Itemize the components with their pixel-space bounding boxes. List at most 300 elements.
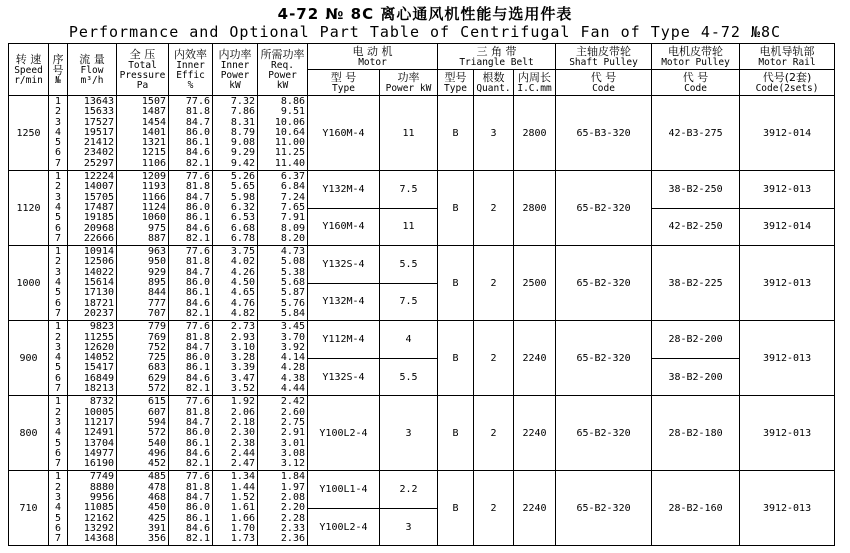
value-nos: 7 [54, 157, 62, 169]
cell-req-power [258, 396, 308, 471]
value-nos: 4 [54, 427, 62, 439]
cell-pressure [117, 246, 169, 321]
value-flow: 11255 [83, 331, 114, 343]
cell-motor-power: 3 [380, 508, 438, 546]
cell-pressure [117, 171, 169, 246]
value-req-power: 1.84 [280, 471, 305, 483]
value-pressure: 572 [147, 383, 166, 395]
value-pressure: 779 [147, 321, 166, 333]
cell-motor-type: Y160M-4 [308, 208, 380, 246]
value-nos: 3 [54, 341, 62, 353]
value-pressure: 963 [147, 246, 166, 258]
cell-shaft-pulley: 65-B2-320 [556, 321, 652, 396]
value-flow: 10005 [83, 406, 114, 418]
cell-motor-rail: 3912-013 [740, 171, 835, 209]
value-flow: 22666 [83, 232, 114, 244]
value-efficiency: 77.6 [185, 396, 210, 408]
value-inner-power: 2.93 [230, 331, 255, 343]
value-inner-power: 1.44 [230, 481, 255, 493]
cell-efficiency [169, 321, 213, 396]
value-efficiency: 84.6 [185, 297, 210, 309]
value-req-power: 8.09 [280, 222, 305, 234]
value-req-power: 3.92 [280, 341, 305, 353]
value-nos: 2 [54, 106, 62, 118]
value-efficiency: 84.6 [185, 447, 210, 459]
value-flow: 14977 [83, 447, 114, 459]
cell-motor-type: Y132S-4 [308, 358, 380, 396]
value-nos: 4 [54, 277, 62, 289]
value-req-power: 2.42 [280, 396, 305, 408]
cell-motor-pulley: 42-B2-250 [652, 208, 740, 246]
cell-speed: 900 [9, 321, 49, 396]
header-motor-type: 型 号 Type [308, 70, 380, 96]
value-nos: 2 [54, 181, 62, 193]
cell-inner-power [213, 321, 258, 396]
value-flow: 8732 [89, 396, 114, 408]
value-req-power: 3.70 [280, 331, 305, 343]
value-req-power: 1.97 [280, 481, 305, 493]
value-pressure: 485 [147, 471, 166, 483]
cell-flow [68, 321, 117, 396]
value-flow: 13643 [83, 96, 114, 107]
value-nos: 1 [54, 96, 62, 107]
header-motor-pulley-code: 代 号 Code [652, 70, 740, 96]
value-inner-power: 1.61 [230, 502, 255, 514]
value-efficiency: 86.0 [185, 502, 210, 514]
cell-efficiency [169, 96, 213, 171]
value-inner-power: 4.65 [230, 287, 255, 299]
value-nos: 5 [54, 137, 62, 149]
value-nos: 2 [54, 406, 62, 418]
cell-efficiency [169, 471, 213, 546]
value-flow: 23402 [83, 147, 114, 159]
cell-motor-rail: 3912-014 [740, 208, 835, 246]
value-nos: 5 [54, 437, 62, 449]
value-flow: 15614 [83, 277, 114, 289]
value-pressure: 1166 [141, 191, 166, 203]
cell-belt-type: B [438, 321, 474, 396]
header-shaft-pulley: 主轴皮带轮 Shaft Pulley [556, 44, 652, 70]
value-efficiency: 84.7 [185, 416, 210, 428]
header-motor-power: 功率 Power kW [380, 70, 438, 96]
cell-nos [49, 321, 68, 396]
value-req-power: 4.28 [280, 362, 305, 374]
value-req-power: 4.73 [280, 246, 305, 258]
cell-req-power [258, 471, 308, 546]
value-inner-power: 7.32 [230, 96, 255, 107]
cell-pressure [117, 396, 169, 471]
value-efficiency: 82.1 [185, 383, 210, 395]
value-nos: 1 [54, 396, 62, 408]
value-efficiency: 82.1 [185, 232, 210, 244]
cell-req-power [258, 171, 308, 246]
cell-shaft-pulley: 65-B2-320 [556, 471, 652, 546]
value-nos: 1 [54, 471, 62, 483]
value-nos: 7 [54, 458, 62, 470]
cell-motor-power: 2.2 [380, 471, 438, 509]
value-pressure: 1106 [141, 157, 166, 169]
value-efficiency: 77.6 [185, 96, 210, 107]
value-inner-power: 9.29 [230, 147, 255, 159]
cell-req-power [258, 246, 308, 321]
cell-speed: 1250 [9, 96, 49, 171]
value-flow: 14022 [83, 266, 114, 278]
value-req-power: 2.08 [280, 491, 305, 503]
value-inner-power: 2.44 [230, 447, 255, 459]
value-efficiency: 82.1 [185, 533, 210, 545]
value-pressure: 1209 [141, 171, 166, 183]
value-efficiency: 77.6 [185, 471, 210, 483]
value-efficiency: 86.1 [185, 212, 210, 224]
cell-motor-type: Y100L2-4 [308, 396, 380, 471]
value-flow: 7749 [89, 471, 114, 483]
value-req-power: 4.38 [280, 372, 305, 384]
value-flow: 18213 [83, 383, 114, 395]
cell-inner-power [213, 471, 258, 546]
value-req-power: 5.08 [280, 256, 305, 268]
header-motor-rail-code: 代号(2套) Code(2sets) [740, 70, 835, 96]
value-flow: 20968 [83, 222, 114, 234]
table-title-chinese: 4-72 № 8C 离心通风机性能与选用件表 [277, 5, 573, 23]
cell-efficiency [169, 246, 213, 321]
header-motor-rail: 电机导轨部 Motor Rail [740, 44, 835, 70]
value-flow: 25297 [83, 157, 114, 169]
cell-motor-power: 5.5 [380, 246, 438, 284]
value-nos: 3 [54, 116, 62, 128]
value-req-power: 6.37 [280, 171, 305, 183]
value-inner-power: 3.10 [230, 341, 255, 353]
cell-speed: 1120 [9, 171, 49, 246]
value-req-power: 4.14 [280, 352, 305, 364]
value-inner-power: 8.79 [230, 126, 255, 138]
cell-belt-quant: 2 [474, 246, 514, 321]
cell-motor-rail: 3912-013 [740, 396, 835, 471]
value-inner-power: 3.47 [230, 372, 255, 384]
table-row [9, 96, 835, 171]
value-flow: 18721 [83, 297, 114, 309]
cell-pressure [117, 471, 169, 546]
cell-motor-type: Y100L1-4 [308, 471, 380, 509]
value-flow: 21412 [83, 137, 114, 149]
value-pressure: 478 [147, 481, 166, 493]
cell-shaft-pulley: 65-B2-320 [556, 396, 652, 471]
value-nos: 1 [54, 321, 62, 333]
table-row [9, 471, 835, 509]
value-inner-power: 5.98 [230, 191, 255, 203]
value-pressure: 629 [147, 372, 166, 384]
header-motor-pulley: 电机皮带轮 Motor Pulley [652, 44, 740, 70]
value-req-power: 3.08 [280, 447, 305, 459]
value-efficiency: 86.0 [185, 427, 210, 439]
value-pressure: 607 [147, 406, 166, 418]
value-inner-power: 6.32 [230, 201, 255, 213]
value-req-power: 3.45 [280, 321, 305, 333]
cell-efficiency [169, 396, 213, 471]
table-row [9, 396, 835, 471]
cell-motor-pulley: 42-B3-275 [652, 96, 740, 171]
value-pressure: 1215 [141, 147, 166, 159]
value-pressure: 391 [147, 522, 166, 534]
value-efficiency: 81.8 [185, 106, 210, 118]
value-pressure: 777 [147, 297, 166, 309]
cell-belt-ic: 2500 [514, 246, 556, 321]
cell-flow [68, 171, 117, 246]
cell-req-power [258, 96, 308, 171]
value-nos: 2 [54, 256, 62, 268]
cell-motor-power: 7.5 [380, 171, 438, 209]
value-req-power: 5.38 [280, 266, 305, 278]
cell-belt-ic: 2240 [514, 471, 556, 546]
value-inner-power: 2.18 [230, 416, 255, 428]
value-nos: 6 [54, 372, 62, 384]
value-req-power: 2.20 [280, 502, 305, 514]
value-flow: 16190 [83, 458, 114, 470]
header-belt-ic: 内周长 I.C.mm [514, 70, 556, 96]
value-inner-power: 2.47 [230, 458, 255, 470]
value-inner-power: 1.52 [230, 491, 255, 503]
cell-flow [68, 396, 117, 471]
value-efficiency: 84.7 [185, 266, 210, 278]
cell-motor-power: 3 [380, 396, 438, 471]
cell-speed: 800 [9, 396, 49, 471]
cell-motor-rail: 3912-014 [740, 96, 835, 171]
value-nos: 4 [54, 201, 62, 213]
value-inner-power: 4.26 [230, 266, 255, 278]
cell-motor-type: Y100L2-4 [308, 508, 380, 546]
cell-motor-power: 11 [380, 96, 438, 171]
value-req-power: 5.84 [280, 307, 305, 319]
value-nos: 7 [54, 383, 62, 395]
cell-speed: 710 [9, 471, 49, 546]
value-inner-power: 8.31 [230, 116, 255, 128]
value-req-power: 2.60 [280, 406, 305, 418]
cell-belt-type: B [438, 246, 474, 321]
cell-shaft-pulley: 65-B3-320 [556, 96, 652, 171]
value-efficiency: 81.8 [185, 256, 210, 268]
value-nos: 1 [54, 246, 62, 258]
value-efficiency: 86.0 [185, 126, 210, 138]
cell-flow [68, 246, 117, 321]
value-inner-power: 1.92 [230, 396, 255, 408]
value-inner-power: 4.02 [230, 256, 255, 268]
header-belt-type: 型号 Type [438, 70, 474, 96]
cell-nos [49, 171, 68, 246]
cell-inner-power [213, 171, 258, 246]
value-pressure: 425 [147, 512, 166, 524]
header-no: 序 号 № [49, 44, 68, 96]
value-inner-power: 6.53 [230, 212, 255, 224]
value-flow: 19517 [83, 126, 114, 138]
value-req-power: 10.64 [274, 126, 305, 138]
value-pressure: 572 [147, 427, 166, 439]
value-req-power: 11.40 [274, 157, 305, 169]
value-efficiency: 82.1 [185, 458, 210, 470]
value-pressure: 450 [147, 502, 166, 514]
value-req-power: 11.00 [274, 137, 305, 149]
value-flow: 16849 [83, 372, 114, 384]
value-nos: 4 [54, 352, 62, 364]
value-req-power: 11.25 [274, 147, 305, 159]
table-row [9, 246, 835, 284]
value-efficiency: 86.0 [185, 352, 210, 364]
table-row [9, 171, 835, 209]
value-pressure: 752 [147, 341, 166, 353]
cell-motor-power: 5.5 [380, 358, 438, 396]
value-inner-power: 1.73 [230, 533, 255, 545]
value-pressure: 594 [147, 416, 166, 428]
header-flow: 流 量 Flow m³/h [68, 44, 117, 96]
value-flow: 11217 [83, 416, 114, 428]
value-efficiency: 81.8 [185, 331, 210, 343]
cell-speed: 1000 [9, 246, 49, 321]
table-row [9, 321, 835, 359]
value-pressure: 887 [147, 232, 166, 244]
value-pressure: 683 [147, 362, 166, 374]
value-nos: 3 [54, 416, 62, 428]
value-req-power: 5.76 [280, 297, 305, 309]
cell-nos [49, 396, 68, 471]
value-efficiency: 77.6 [185, 246, 210, 258]
value-pressure: 452 [147, 458, 166, 470]
value-inner-power: 5.26 [230, 171, 255, 183]
value-req-power: 7.91 [280, 212, 305, 224]
cell-belt-ic: 2800 [514, 171, 556, 246]
value-inner-power: 9.42 [230, 157, 255, 169]
value-efficiency: 84.7 [185, 191, 210, 203]
header-inner-power: 内功率 Inner Power kW [213, 44, 258, 96]
cell-motor-type: Y112M-4 [308, 321, 380, 359]
cell-motor-pulley: 38-B2-250 [652, 171, 740, 209]
cell-motor-power: 11 [380, 208, 438, 246]
value-inner-power: 2.38 [230, 437, 255, 449]
value-efficiency: 84.6 [185, 372, 210, 384]
cell-belt-quant: 2 [474, 471, 514, 546]
value-flow: 19185 [83, 212, 114, 224]
value-pressure: 540 [147, 437, 166, 449]
value-efficiency: 82.1 [185, 307, 210, 319]
cell-req-power [258, 321, 308, 396]
value-inner-power: 3.75 [230, 246, 255, 258]
value-nos: 6 [54, 222, 62, 234]
value-efficiency: 84.6 [185, 522, 210, 534]
value-req-power: 5.87 [280, 287, 305, 299]
value-nos: 4 [54, 126, 62, 138]
cell-inner-power [213, 396, 258, 471]
value-req-power: 2.36 [280, 533, 305, 545]
value-flow: 13292 [83, 522, 114, 534]
value-flow: 12162 [83, 512, 114, 524]
value-inner-power: 9.08 [230, 137, 255, 149]
value-pressure: 950 [147, 256, 166, 268]
value-efficiency: 86.1 [185, 437, 210, 449]
value-inner-power: 6.78 [230, 232, 255, 244]
cell-belt-quant: 2 [474, 321, 514, 396]
value-nos: 7 [54, 533, 62, 545]
cell-motor-type: Y132S-4 [308, 246, 380, 284]
cell-motor-type: Y160M-4 [308, 96, 380, 171]
value-pressure: 615 [147, 396, 166, 408]
cell-inner-power [213, 246, 258, 321]
value-flow: 14052 [83, 352, 114, 364]
value-flow: 12224 [83, 171, 114, 183]
value-pressure: 975 [147, 222, 166, 234]
cell-motor-rail: 3912-013 [740, 471, 835, 546]
value-pressure: 1124 [141, 201, 166, 213]
value-pressure: 468 [147, 491, 166, 503]
value-efficiency: 86.1 [185, 362, 210, 374]
value-req-power: 2.91 [280, 427, 305, 439]
value-pressure: 1401 [141, 126, 166, 138]
value-pressure: 1060 [141, 212, 166, 224]
value-efficiency: 81.8 [185, 481, 210, 493]
value-efficiency: 84.6 [185, 147, 210, 159]
value-nos: 3 [54, 491, 62, 503]
value-inner-power: 4.82 [230, 307, 255, 319]
value-nos: 7 [54, 307, 62, 319]
value-nos: 5 [54, 212, 62, 224]
value-inner-power: 2.06 [230, 406, 255, 418]
cell-motor-pulley: 28-B2-160 [652, 471, 740, 546]
value-pressure: 1507 [141, 96, 166, 107]
value-pressure: 707 [147, 307, 166, 319]
header-triangle-belt: 三 角 带 Triangle Belt [438, 44, 556, 70]
value-req-power: 10.06 [274, 116, 305, 128]
value-req-power: 3.12 [280, 458, 305, 470]
value-req-power: 6.84 [280, 181, 305, 193]
value-req-power: 8.86 [280, 96, 305, 107]
value-inner-power: 1.70 [230, 522, 255, 534]
value-req-power: 2.75 [280, 416, 305, 428]
value-inner-power: 3.52 [230, 383, 255, 395]
value-flow: 13704 [83, 437, 114, 449]
value-inner-power: 5.65 [230, 181, 255, 193]
value-flow: 12491 [83, 427, 114, 439]
cell-belt-ic: 2800 [514, 96, 556, 171]
header-efficiency: 内效率 Inner Effic % [169, 44, 213, 96]
value-efficiency: 86.0 [185, 277, 210, 289]
value-pressure: 1487 [141, 106, 166, 118]
value-flow: 9956 [89, 491, 114, 503]
value-efficiency: 81.8 [185, 181, 210, 193]
value-inner-power: 7.86 [230, 106, 255, 118]
cell-motor-pulley: 28-B2-180 [652, 396, 740, 471]
value-flow: 17487 [83, 201, 114, 213]
value-pressure: 496 [147, 447, 166, 459]
value-req-power: 7.24 [280, 191, 305, 203]
value-efficiency: 77.6 [185, 321, 210, 333]
value-req-power: 7.65 [280, 201, 305, 213]
value-nos: 6 [54, 522, 62, 534]
value-efficiency: 81.8 [185, 406, 210, 418]
value-req-power: 9.51 [280, 106, 305, 118]
value-nos: 3 [54, 266, 62, 278]
cell-belt-ic: 2240 [514, 396, 556, 471]
cell-motor-power: 4 [380, 321, 438, 359]
cell-efficiency [169, 171, 213, 246]
cell-belt-ic: 2240 [514, 321, 556, 396]
cell-nos [49, 96, 68, 171]
cell-belt-type: B [438, 471, 474, 546]
value-req-power: 8.20 [280, 232, 305, 244]
value-pressure: 725 [147, 352, 166, 364]
value-flow: 15633 [83, 106, 114, 118]
value-nos: 5 [54, 287, 62, 299]
header-shaft-pulley-code: 代 号 Code [556, 70, 652, 96]
value-nos: 5 [54, 362, 62, 374]
cell-motor-power: 7.5 [380, 283, 438, 321]
header-pressure: 全 压 Total Pressure Pa [117, 44, 169, 96]
value-efficiency: 84.7 [185, 116, 210, 128]
